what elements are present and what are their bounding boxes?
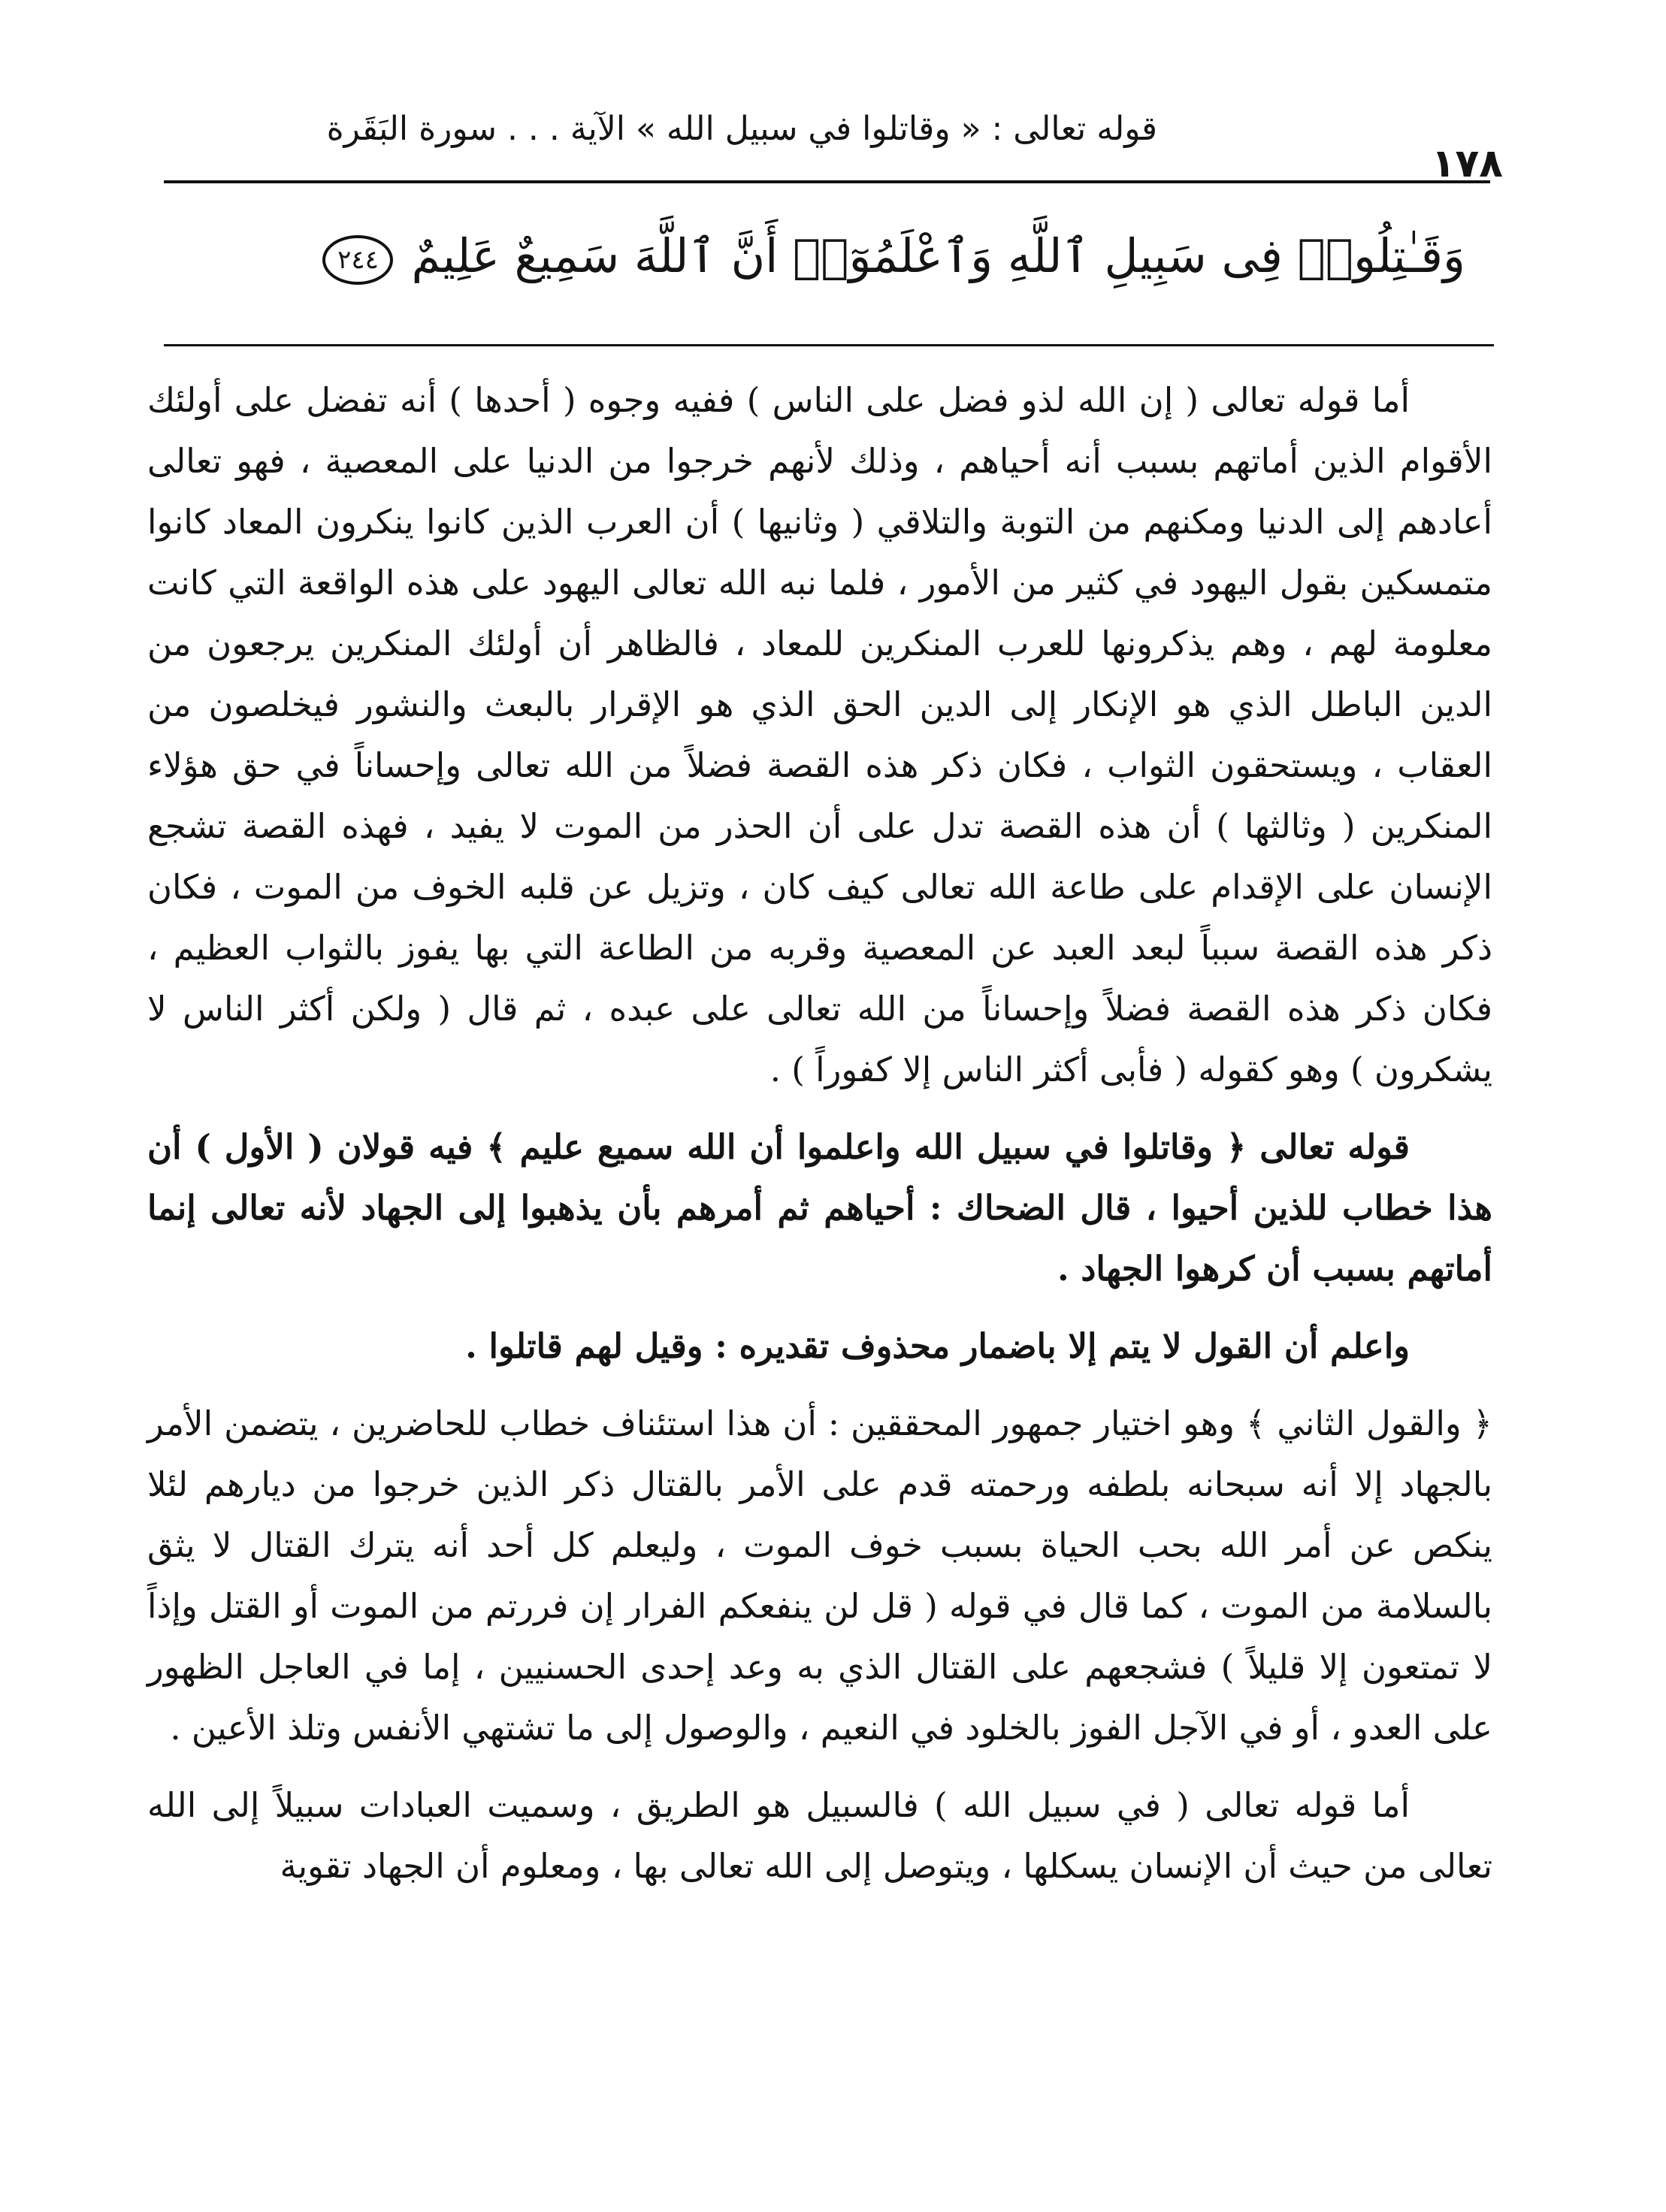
verse-text: وَقَـٰتِلُوا۟ فِى سَبِيلِ ٱللَّهِ وَٱعْلَمُوٓا۟ أَنَّ ٱللَّهَ سَمِيعٌ عَلِيمٌ xyxy=(411,228,1465,283)
header-divider xyxy=(164,180,1490,183)
paragraph-4: ﴿ والقول الثاني ﴾ وهو اختيار جمهور المحققين : أن هذا استئناف خطاب للحاضرين ، يتضمن الأمر بالجهاد إلا أنه سبحانه بلطفه ورحمته قدم على الأمر بالقتال ذكر الذين خرجوا من ديارهم لئلا ينكص عن أمر الله بحب الحياة بسبب خوف الموت ، وليعلم كل أحد أنه يترك القتال لا يثق بالسلامة من الموت ، كما قال في قوله ( قل لن ينفعكم الفرار إن فررتم من الموت أو القتل وإذاً لا تمتعون إلا قليلاً ) فشجعهم على القتال الذي به وعد إحدى الحسنيين ، إما في العاجل الظهور على العدو ، أو في الآجل الفوز بالخلود في النعيم ، والوصول إلى ما تشتهي الأنفس وتلذ الأعين . xyxy=(147,1404,1492,1748)
running-header: قوله تعالى : « وقاتلوا في سبيل الله » الآية . . . سورة البَقَرة xyxy=(326,110,1157,148)
quran-verse xyxy=(337,215,1465,298)
paragraph-5: أما قوله تعالى ( في سبيل الله ) فالسبيل هو الطريق ، وسميت العبادات سبيلاً إلى الله تعالى من حيث أن الإنسان يسكلها ، ويتوصل إلى الله تعالى بها ، ومعلوم أن الجهاد تقوية xyxy=(147,1785,1492,1886)
commentary-text xyxy=(147,370,1492,1896)
paragraph-2: قوله تعالى ﴿ وقاتلوا في سبيل الله واعلموا أن الله سميع عليم ﴾ فيه قولان ( الأول ) أن هذا خطاب للذين أحيوا ، قال الضحاك : أحياهم ثم أمرهم بأن يذهبوا إلى الجهاد لأنه تعالى إنما أماتهم بسبب أن كرهوا الجهاد . xyxy=(147,1127,1492,1289)
verse-divider xyxy=(164,344,1494,346)
paragraph-3: واعلم أن القول لا يتم إلا باضمار محذوف تقديره : وقيل لهم قاتلوا . xyxy=(465,1326,1410,1366)
page-number: ١٧٨ xyxy=(1431,141,1503,186)
paragraph-1: أما قوله تعالى ( إن الله لذو فضل على الناس ) ففيه وجوه ( أحدها ) أنه تفضل على أولئك الأقوام الذين أماتهم بسبب أنه أحياهم ، وذلك لأنهم خرجوا من الدنيا على المعصية ، فهو تعالى أعادهم إلى الدنيا ومكنهم من التوبة والتلاقي ( وثانيها ) أن العرب الذين كانوا ينكرون المعاد كانوا متمسكين بقول اليهود في كثير من الأمور ، فلما نبه الله تعالى اليهود على هذه الواقعة التي كانت معلومة لهم ، وهم يذكرونها للعرب المنكرين للمعاد ، فالظاهر أن أولئك المنكرين يرجعون من الدين الباطل الذي هو الإنكار إلى الدين الحق الذي هو الإقرار بالبعث والنشور فيخلصون من العقاب ، ويستحقون الثواب ، فكان ذكر هذه القصة فضلاً من الله تعالى وإحساناً في حق هؤلاء المنكرين ( وثالثها ) أن هذه القصة تدل على أن الحذر من الموت لا يفيد ، فهذه القصة تشجع الإنسان على الإقدام على طاعة الله تعالى كيف كان ، وتزيل عن قلبه الخوف من الموت ، فكان ذكر هذه القصة سبباً لبعد العبد عن المعصية وقربه من الطاعة التي بها يفوز بالثواب العظيم ، فكان ذكر هذه القصة فضلاً وإحساناً من الله تعالى على عبده ، ثم قال ( ولكن أكثر الناس لا يشكرون ) وهو كقوله ( فأبى أكثر الناس إلا كفوراً ) . xyxy=(147,380,1492,1089)
verse-number-marker: ٢٤٤ xyxy=(322,235,393,285)
